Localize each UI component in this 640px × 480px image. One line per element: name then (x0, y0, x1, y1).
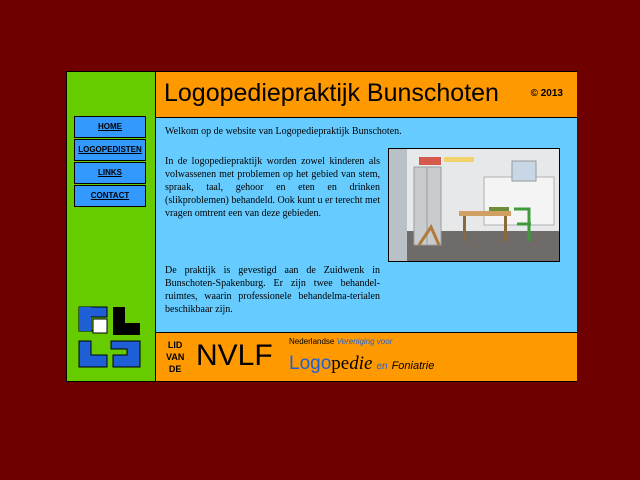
nav-contact[interactable]: CONTACT (74, 185, 146, 207)
main-content (155, 118, 577, 333)
sidebar-nav (74, 116, 146, 208)
logo-emblem-icon (77, 305, 142, 369)
welcome-text: Welkom op de website van Logopediepraktijk Bunschoten. (165, 126, 402, 137)
nav-logopedisten[interactable]: LOGOPEDISTEN (74, 139, 146, 161)
member-label: LID VAN DE (166, 340, 185, 374)
nvlf-logopedie: Logopedie en Foniatrie (289, 353, 435, 374)
nav-links[interactable]: LINKS (74, 162, 146, 184)
practice-room-photo (388, 148, 560, 262)
nvlf-abbr: NVLF (196, 339, 273, 372)
header (155, 72, 577, 118)
nvlf-org-name: Nederlandse Vereniging voor (289, 337, 393, 346)
nav-home[interactable]: HOME (74, 116, 146, 138)
copyright: © 2013 (530, 88, 563, 99)
site-title: Logopediepraktijk Bunschoten (164, 79, 499, 107)
intro-paragraph: In de logopediepraktijk worden zowel kinderen als volwassenen met problemen op het gebied van stem, spraak, taal, gehoor en eten en drinken (slikproblemen) behandeld. Ook kunt u er terecht met vragen omtrent een van deze gebieden. (165, 156, 380, 219)
page-frame (66, 71, 577, 382)
footer (155, 333, 577, 381)
location-paragraph: De praktijk is gevestigd aan de Zuidwenk in Bunschoten-Spakenburg. Er zijn twee behandel-ruimtes, waarin professionele behandelma-terialen beschikbaar zijn. (165, 265, 380, 315)
